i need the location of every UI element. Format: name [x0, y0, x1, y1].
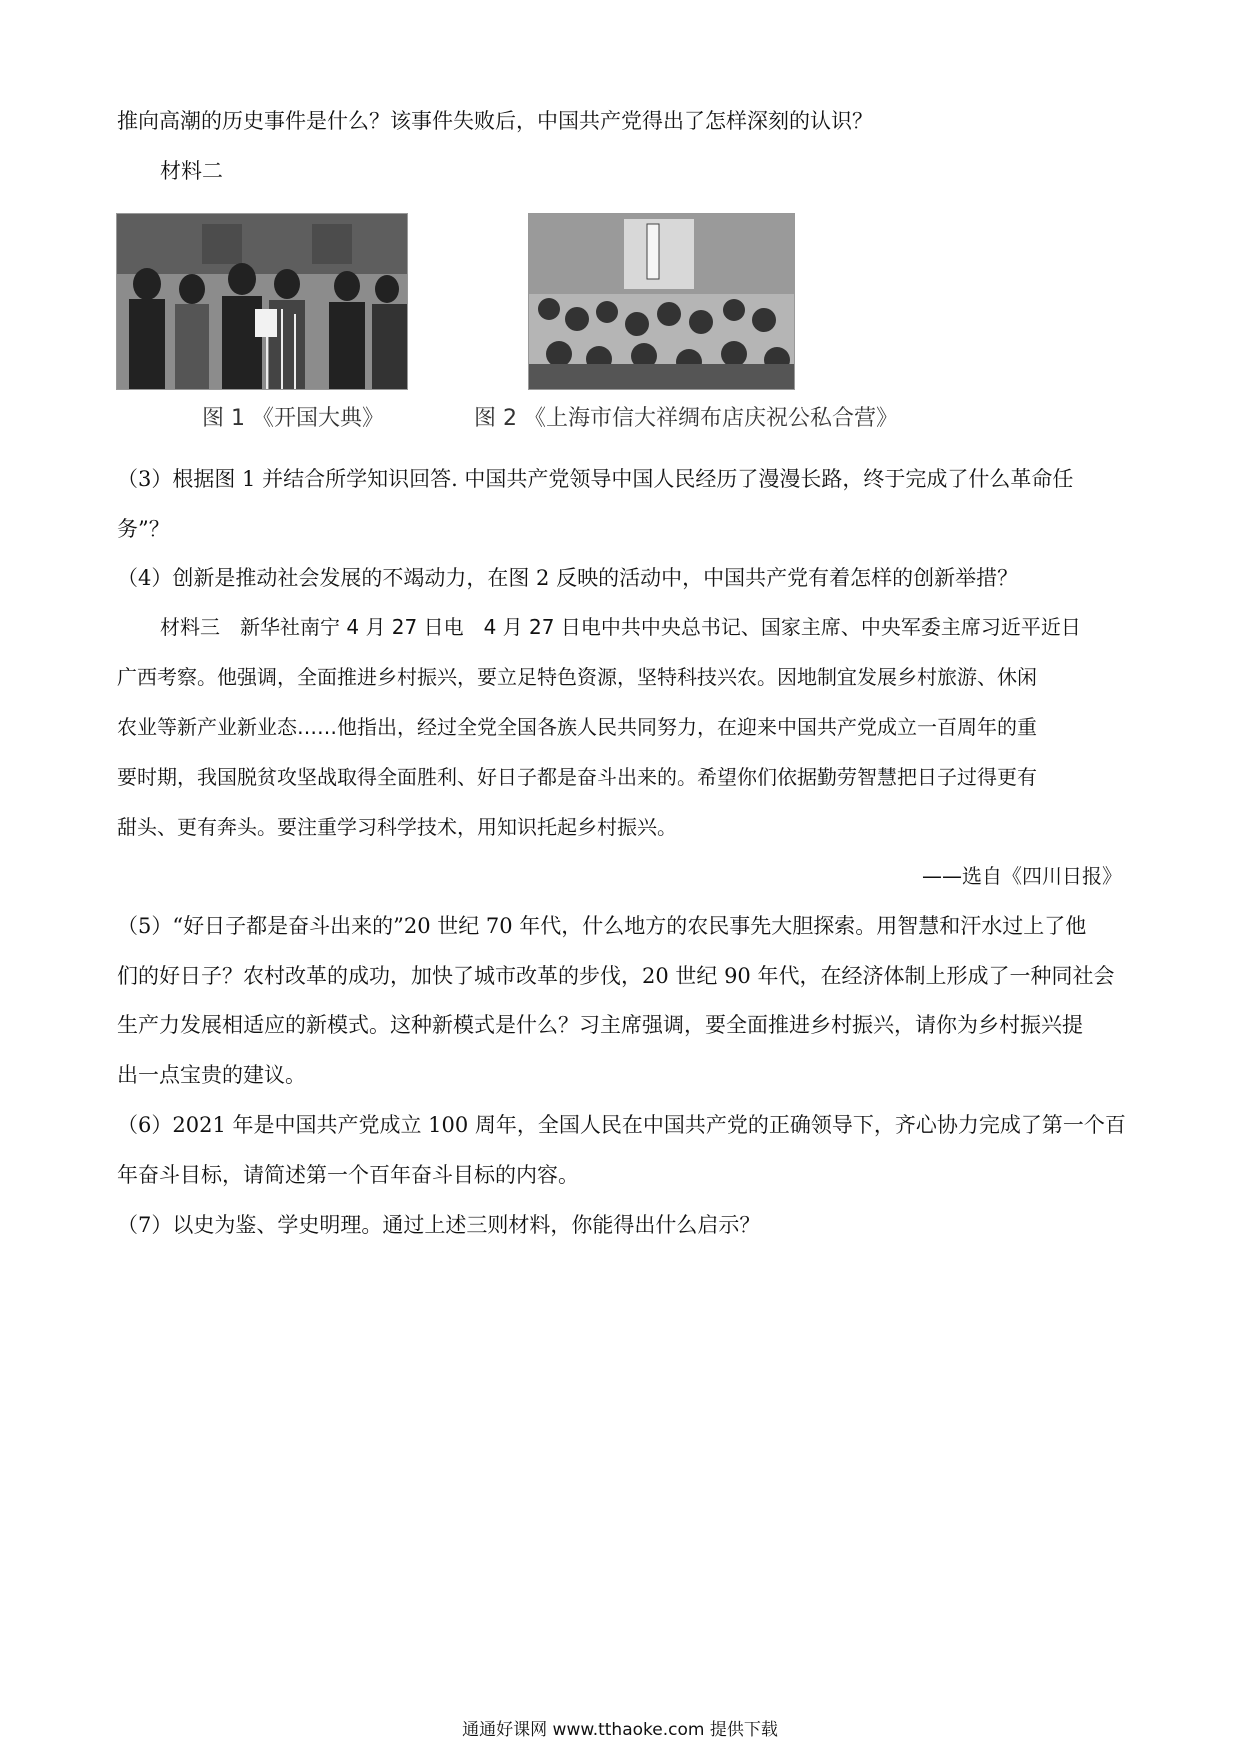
question-6-line-2: 年奋斗目标，请简述第一个百年奋斗目标的内容。 [117, 1163, 579, 1187]
material-3-line-3: 农业等新产业新业态……他指出，经过全党全国各族人民共同努力，在迎来中国共产党成立一百周年的重 [117, 715, 1037, 739]
question-4: （4）创新是推动社会发展的不竭动力，在图 2 反映的活动中，中国共产党有着怎样的创新举措？ [117, 566, 1019, 590]
material-3-line-2: 广西考察。他强调，全面推进乡村振兴，要立足特色资源，坚特科技兴农。因地制宜发展乡村旅游、休闲 [117, 665, 1037, 689]
question-5-line-4: 出一点宝贵的建议。 [117, 1063, 306, 1087]
question-6-line-1: （6）2021 年是中国共产党成立 100 周年，全国人民在中国共产党的正确领导下，齐心协力完成了第一个百 [117, 1113, 1126, 1137]
founding-ceremony-photo-icon [117, 214, 407, 389]
material-3-line-1: 材料三 新华社南宁 4 月 27 日电 4 月 27 日电中共中央总书记、国家主席、中央军委主席习近平近日 [160, 615, 1081, 639]
material-3-source: ——选自《四川日报》 [922, 864, 1122, 888]
figure-1-photo [116, 213, 408, 390]
question-7: （7）以史为鉴、学史明理。通过上述三则材料，你能得出什么启示？ [117, 1213, 761, 1237]
question-3-line-1: （3）根据图 1 并结合所学知识回答. 中国共产党领导中国人民经历了漫漫长路，终于完成了什么革命任 [117, 467, 1074, 491]
figure-1-caption: 图 1 《开国大典》 [202, 406, 384, 431]
figure-2-caption: 图 2 《上海市信大祥绸布店庆祝公私合营》 [474, 406, 898, 431]
question-2-continuation: 推向高潮的历史事件是什么？该事件失败后，中国共产党得出了怎样深刻的认识？ [117, 109, 873, 133]
material-3-line-5: 甜头、更有奔头。要注重学习科学技术，用知识托起乡村振兴。 [117, 815, 677, 839]
question-5-line-3: 生产力发展相适应的新模式。这种新模式是什么？习主席强调，要全面推进乡村振兴，请你为乡村振兴提 [117, 1013, 1083, 1037]
question-5-line-1: （5）“好日子都是奋斗出来的”20 世纪 70 年代，什么地方的农民事先大胆探索。用智慧和汗水过上了他 [117, 914, 1087, 938]
page-footer: 通通好课网 www.tthaoke.com 提供下载 [462, 1720, 778, 1740]
material-2-heading: 材料二 [160, 159, 223, 183]
figure-2-photo [528, 213, 795, 390]
material-3-line-4: 要时期，我国脱贫攻坚战取得全面胜利、好日子都是奋斗出来的。希望你们依据勤劳智慧把日子过得更有 [117, 765, 1037, 789]
question-5-line-2: 们的好日子？农村改革的成功，加快了城市改革的步伐，20 世纪 90 年代，在经济体制上形成了一种同社会 [117, 964, 1115, 988]
question-3-line-2: 务”？ [117, 517, 170, 541]
public-private-partnership-photo-icon [529, 214, 794, 389]
